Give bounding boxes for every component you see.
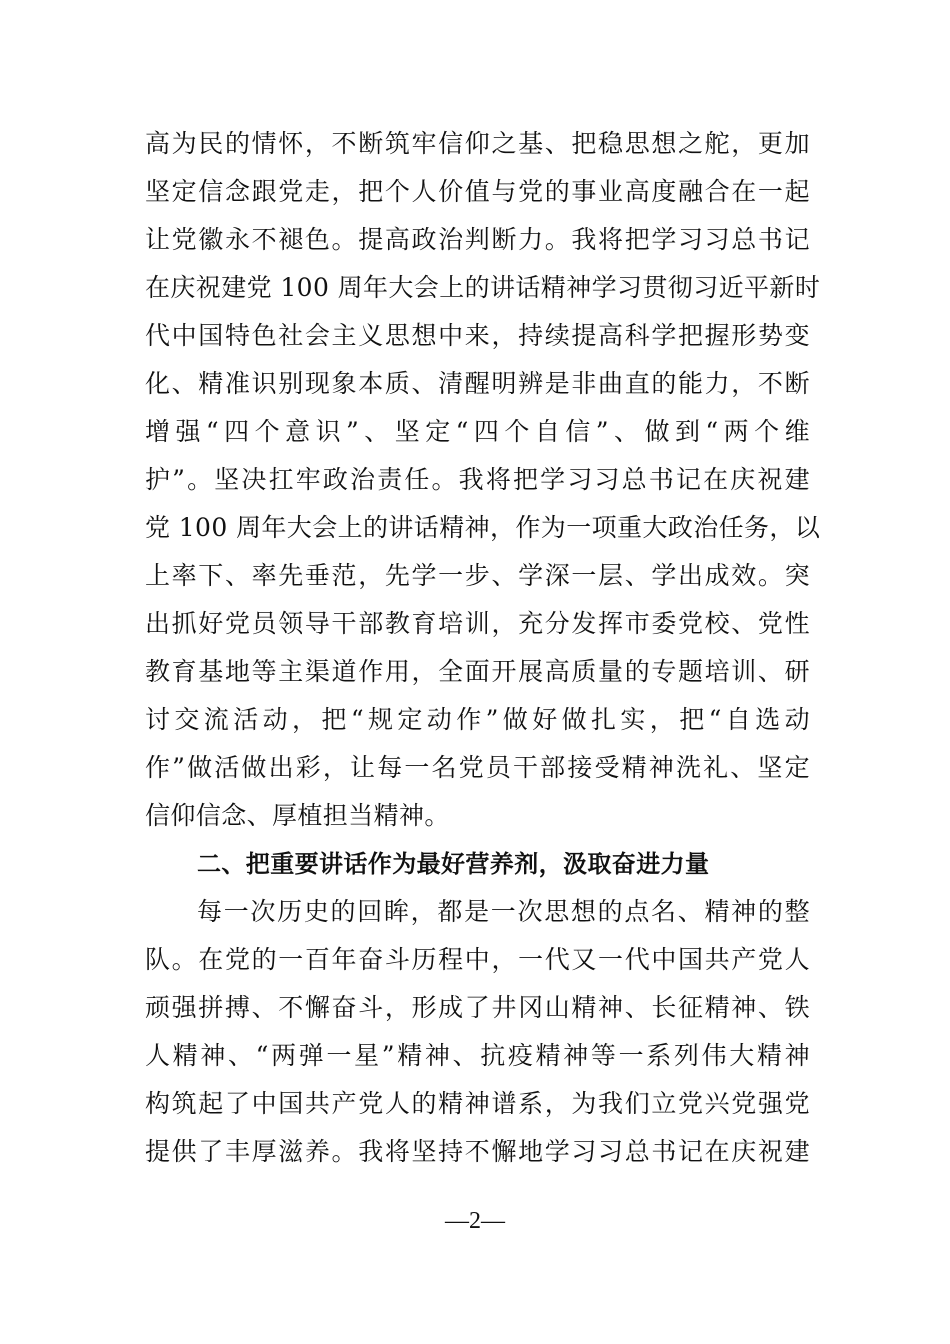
text-line: 队。在党的一百年奋斗历程中，一代又一代中国共产党人 bbox=[145, 945, 810, 974]
text-line: 教育基地等主渠道作用，全面开展高质量的专题培训、研 bbox=[145, 657, 810, 686]
text-line: 化、精准识别现象本质、清醒明辨是非曲直的能力，不断 bbox=[145, 369, 810, 398]
text-line: 顽强拼搏、不懈奋斗，形成了井冈山精神、长征精神、铁 bbox=[145, 993, 810, 1022]
text-line: 护”。坚决扛牢政治责任。我将把学习习总书记在庆祝建 bbox=[145, 465, 810, 494]
text-line: 出抓好党员领导干部教育培训，充分发挥市委党校、党性 bbox=[145, 609, 810, 638]
text-line: 上率下、率先垂范，先学一步、学深一层、学出成效。突 bbox=[145, 561, 810, 590]
text-line: 信仰信念、厚植担当精神。 bbox=[145, 801, 450, 830]
page-number: —2— bbox=[445, 1208, 505, 1234]
body-text bbox=[145, 120, 821, 1176]
text-line: 高为民的情怀，不断筑牢信仰之基、把稳思想之舵，更加 bbox=[145, 129, 810, 158]
text-line: 增强“四个意识”、坚定“四个自信”、做到“两个维 bbox=[145, 417, 810, 446]
text-line: 在庆祝建党 100 周年大会上的讲话精神学习贯彻习近平新时 bbox=[145, 273, 821, 302]
text-line: 构筑起了中国共产党人的精神谱系，为我们立党兴党强党 bbox=[145, 1089, 810, 1118]
text-line: 作”做活做出彩，让每一名党员干部接受精神洗礼、坚定 bbox=[145, 753, 810, 782]
section-heading: 二、把重要讲话作为最好营养剂，汲取奋进力量 bbox=[197, 850, 710, 878]
text-line: 人精神、“两弹一星”精神、抗疫精神等一系列伟大精神 bbox=[145, 1041, 810, 1070]
text-line: 让党徽永不褪色。提高政治判断力。我将把学习习总书记 bbox=[145, 225, 810, 254]
text-line: 代中国特色社会主义思想中来，持续提高科学把握形势变 bbox=[145, 321, 810, 350]
text-line: 提供了丰厚滋养。我将坚持不懈地学习习总书记在庆祝建 bbox=[145, 1137, 810, 1166]
text-line: 坚定信念跟党走，把个人价值与党的事业高度融合在一起 bbox=[145, 177, 810, 206]
text-line: 党 100 周年大会上的讲话精神，作为一项重大政治任务，以 bbox=[145, 513, 821, 542]
text-line: 讨交流活动，把“规定动作”做好做扎实，把“自选动 bbox=[145, 705, 810, 734]
text-line: 每一次历史的回眸，都是一次思想的点名、精神的整 bbox=[197, 897, 810, 926]
